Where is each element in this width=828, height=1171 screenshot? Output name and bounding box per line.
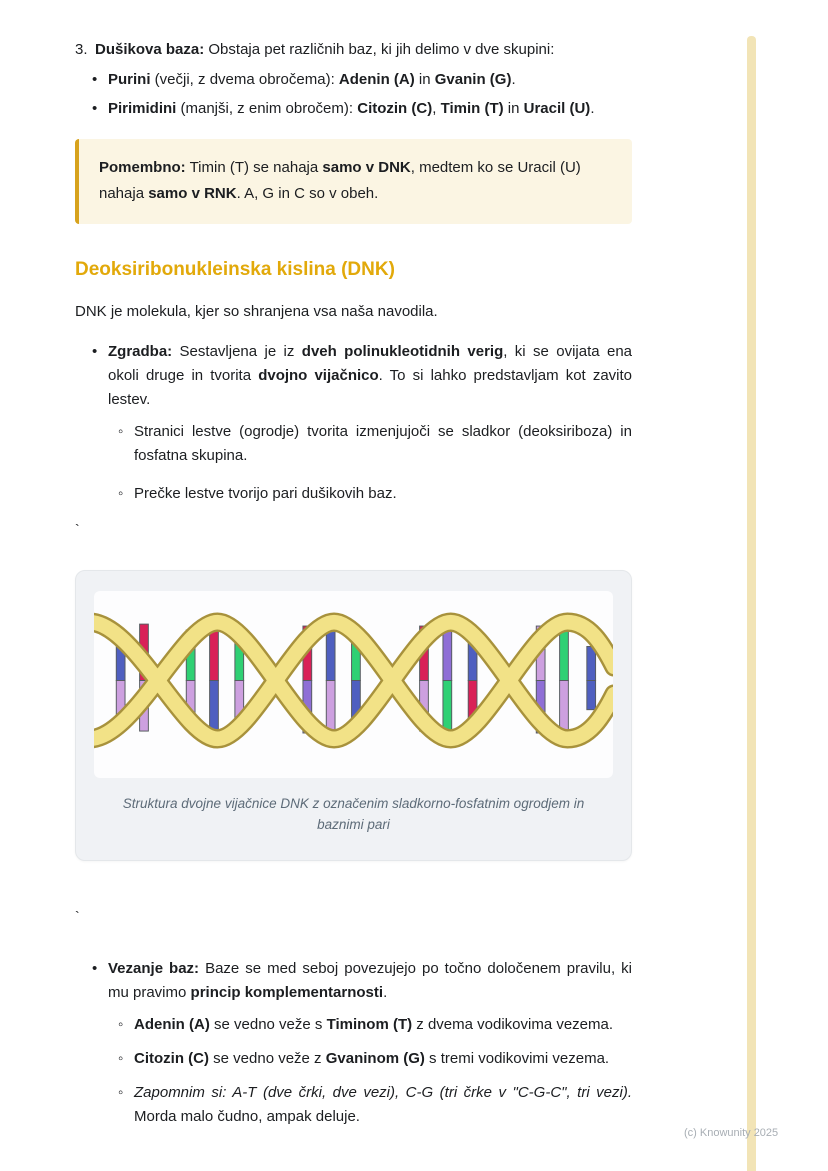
sub-bullet-precke-text: Prečke lestve tvorijo pari dušikovih baz. (134, 485, 397, 503)
bullet-zgradba-text: Zgradba: Sestavljena je iz dveh polinukleotidnih verig, ki se ovijata ena okoli druge in tvorita dvojno vijačnico. To si lahko predstavljam kot zavito lestev. (108, 343, 633, 409)
bullet-circle-icon: ◦ (118, 1084, 124, 1102)
bullet-disc-icon: • (92, 960, 98, 978)
content-area (75, 38, 632, 1134)
figure-card (75, 570, 632, 861)
dna-helix-svg (94, 593, 613, 768)
intro-paragraph: DNK je molekula, kjer so shranjena vsa naša navodila. (75, 303, 438, 321)
bullet-circle-icon: ◦ (118, 1016, 124, 1034)
sub-bullet-zapomnim-text: Zapomnim si: A-T (dve črki, dve vezi), C-G (tri črke v "C-G-C", tri vezi). Morda malo čudno, ampak deluje. (134, 1084, 632, 1126)
stray-backtick: ` (75, 908, 80, 925)
bullet-purini (75, 68, 632, 92)
sub-bullet-zapomnim (75, 1081, 632, 1129)
sub-bullet-citozin-gvanin (75, 1047, 632, 1071)
bullet-circle-icon: ◦ (118, 423, 124, 441)
bullet-circle-icon: ◦ (118, 1050, 124, 1068)
sub-bullet-stranici (75, 420, 632, 468)
sub-bullet-citozin-gvanin-text: Citozin (C) se vedno veže z Gvaninom (G) s tremi vodikovimi vezema. (134, 1050, 610, 1068)
bullet-vezanje (75, 957, 632, 1005)
important-callout-text: Pomembno: Timin (T) se nahaja samo v DNK, medtem ko se Uracil (U) nahaja samo v RNK. A, G in C so v obeh. (99, 159, 581, 203)
numbered-item-dusikova-baza (75, 38, 632, 62)
bullet-vezanje-text: Vezanje baz: Baze se med seboj povezujejo po točno določenem pravilu, ki mu pravimo princip komplementarnosti. (108, 960, 632, 1002)
dna-helix-illustration (94, 591, 613, 778)
important-callout (75, 139, 632, 224)
watermark: (c) Knowunity 2025 (684, 1127, 779, 1139)
figure-caption: Struktura dvojne vijačnice DNK z označenim sladkorno-fosfatnim ogrodjem in baznimi pari (122, 796, 585, 833)
bullet-purini-text: Purini (večji, z dvema obročema): Adenin (A) in Gvanin (G). (108, 71, 516, 88)
sub-bullet-adenin-timin (75, 1013, 632, 1037)
bullet-zgradba (75, 340, 632, 412)
sub-bullet-adenin-timin-text: Adenin (A) se vedno veže s Timinom (T) z dvema vodikovima vezema. (134, 1016, 614, 1034)
bullet-disc-icon: • (92, 100, 98, 117)
sub-bullet-stranici-text: Stranici lestve (ogrodje) tvorita izmenjujoči se sladkor (deoksiriboza) in fosfatna skupina. (134, 423, 632, 465)
numbered-item-text: Dušikova baza: Obstaja pet različnih baz, ki jih delimo v dve skupini: (95, 41, 555, 58)
bullet-pirimidini-text: Pirimidini (manjši, z enim obročem): Citozin (C), Timin (T) in Uracil (U). (108, 100, 595, 117)
list-number: 3. (75, 41, 88, 58)
stray-backtick: ` (75, 521, 80, 538)
section-heading-dnk: Deoksiribonukleinska kislina (DNK) (75, 258, 395, 280)
bullet-disc-icon: • (92, 343, 98, 361)
sub-bullet-precke (75, 482, 632, 506)
bullet-pirimidini (75, 97, 632, 121)
bullet-circle-icon: ◦ (118, 485, 124, 503)
bullet-disc-icon: • (92, 71, 98, 88)
page-edge-strip (747, 36, 756, 1171)
